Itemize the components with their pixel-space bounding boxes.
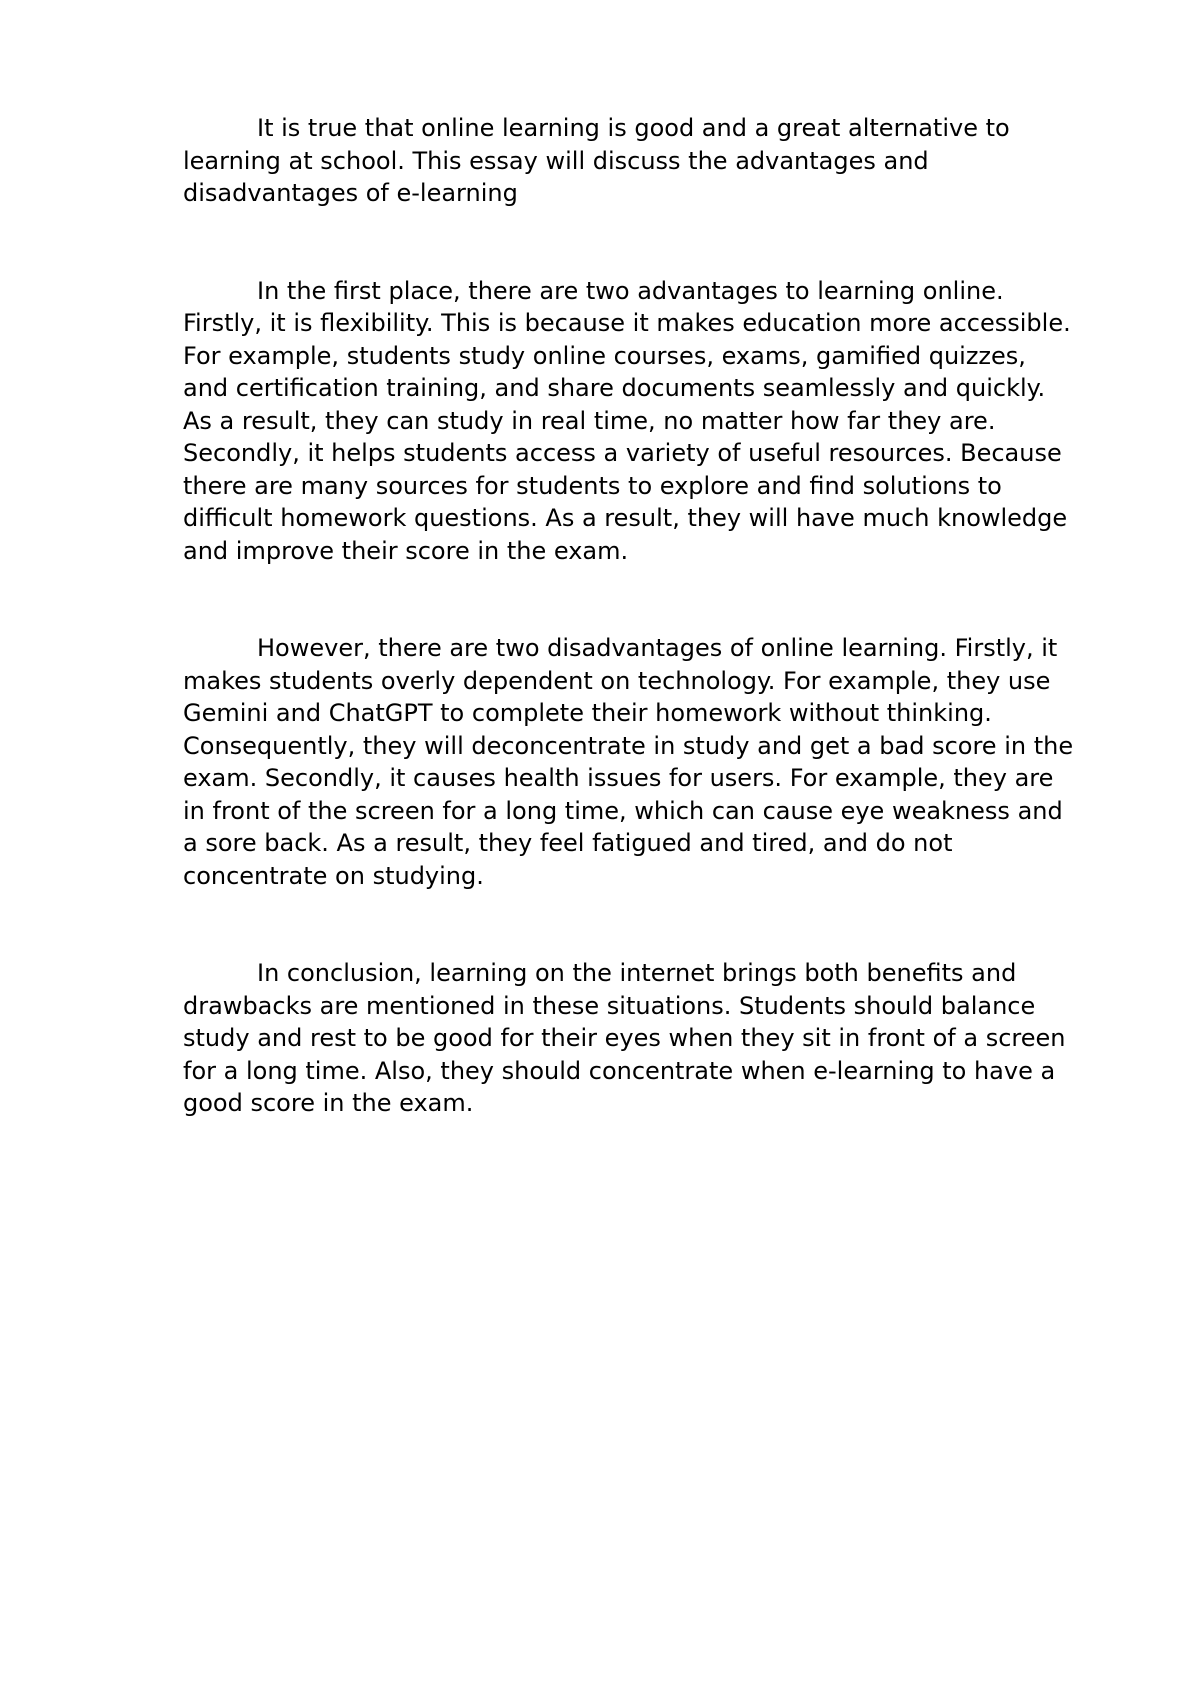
essay-body xyxy=(183,112,1078,1120)
conclusion-paragraph: In conclusion, learning on the internet brings both benefits and drawbacks are mentioned in these situations. Students should balance study and rest to be good for their eyes when they sit in front of a screen for a long time. Also, they should concentrate when e-learning to have a good score in the exam. xyxy=(183,959,1066,1117)
advantages-paragraph: In the first place, there are two advantages to learning online. Firstly, it is flexibility. This is because it makes education more accessible. For example, students study online courses, exams, gamified quizzes, and certification training, and share documents seamlessly and quickly. As a result, they can study in real time, no matter how far they are. Secondly, it helps students access a variety of useful resources. Because there are many sources for students to explore and find solutions to difficult homework questions. As a result, they will have much knowledge and improve their score in the exam. xyxy=(183,276,1071,565)
disadvantages-paragraph: However, there are two disadvantages of online learning. Firstly, it makes students overly dependent on technology. For example, they use Gemini and ChatGPT to complete their homework without thinking. Consequently, they will deconcentrate in study and get a bad score in the exam. Secondly, it causes health issues for users. For example, they are in front of the screen for a long time, which can cause eye weakness and a sore back. As a result, they feel fatigued and tired, and do not concentrate on studying. xyxy=(183,634,1074,890)
introduction-paragraph: It is true that online learning is good and a great alternative to learning at school. This essay will discuss the advantages and disadvantages of e-learning xyxy=(183,114,1010,207)
